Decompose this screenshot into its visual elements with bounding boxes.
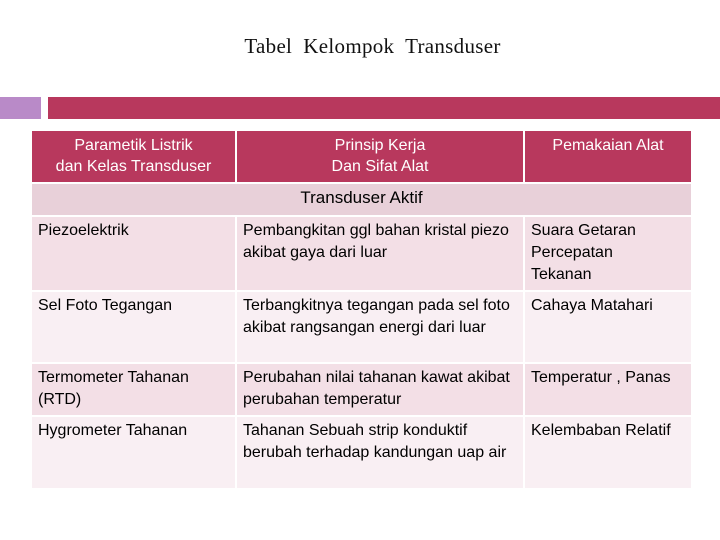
cell-pemakaian: Suara Getaran Percepatan Tekanan [525,217,691,290]
cell-prinsip: Terbangkitnya tegangan pada sel foto akibat rangsangan energi dari luar [237,292,523,362]
table-row [32,292,691,362]
header-prinsip [237,131,523,182]
section-transduser-aktif: Transduser Aktif [32,184,691,215]
header-pemakaian [525,131,691,182]
cell-pemakaian: Cahaya Matahari [525,292,691,362]
header-parametik-label: Parametik Listrik dan Kelas Transduser [55,137,212,175]
cell-prinsip: Pembangkitan ggl bahan kristal piezo akibat gaya dari luar [237,217,523,290]
table-row [32,217,691,290]
cell-prinsip: Perubahan nilai tahanan kawat akibat perubahan temperatur [237,364,523,415]
accent-bar-small [0,97,41,119]
cell-param: Termometer Tahanan (RTD) [32,364,235,415]
cell-param: Sel Foto Tegangan [32,292,235,362]
cell-param: Hygrometer Tahanan [32,417,235,488]
section-row [32,184,691,215]
slide-title: Tabel Kelompok Transduser [244,34,501,58]
table-row [32,364,691,415]
table-row [32,417,691,488]
header-parametik [32,131,235,182]
header-prinsip-label: Prinsip Kerja Dan Sifat Alat [331,137,429,175]
cell-pemakaian: Temperatur , Panas [525,364,691,415]
cell-param: Piezoelektrik [32,217,235,290]
header-row [32,131,691,182]
cell-pemakaian: Kelembaban Relatif [525,417,691,488]
header-pemakaian-label: Pemakaian Alat [552,137,664,154]
accent-bar [48,97,720,119]
transducer-table [30,129,693,490]
cell-prinsip: Tahanan Sebuah strip konduktif berubah terhadap kandungan uap air [237,417,523,488]
